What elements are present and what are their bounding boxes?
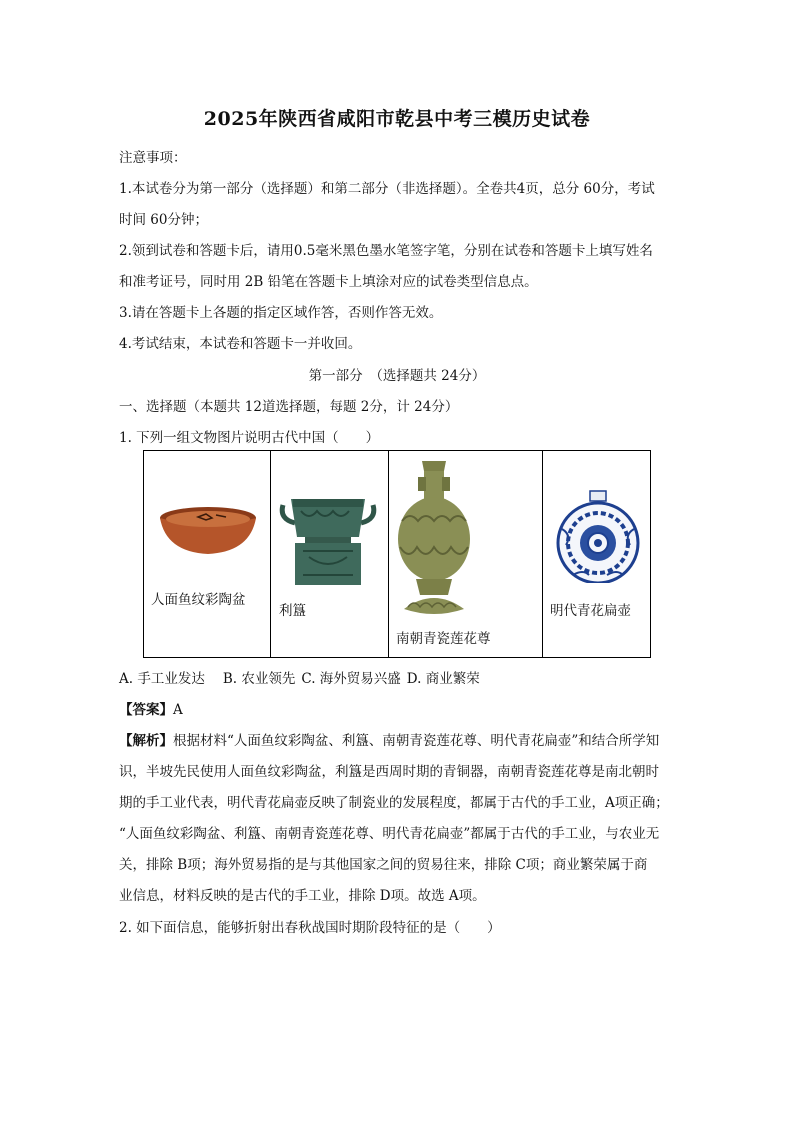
option-c: C. 海外贸易兴盛 xyxy=(301,671,401,687)
answer-label: 【答案】 xyxy=(119,702,173,718)
analysis-line-3: 期的手工业代表，明代青花扁壶反映了制瓷业的发展程度，都属于古代的手工业，A项正确； xyxy=(119,795,669,811)
answer-value: A xyxy=(173,702,183,718)
relic-cell-4 xyxy=(543,451,651,658)
relic-image-table xyxy=(143,450,651,658)
analysis-line-5: 关，排除 B项；海外贸易指的是与其他国家之间的贸易往来，排除 C项；商业繁荣属于商 xyxy=(119,857,648,873)
blue-white-flask-image xyxy=(553,489,643,583)
analysis-line-6: 业信息，材料反映的是古代的手工业，排除 D项。故选 A项。 xyxy=(119,888,486,904)
question-1-options xyxy=(119,667,480,687)
pottery-basin-image xyxy=(158,506,258,556)
analysis-line-1 xyxy=(119,729,659,749)
notice-item-3: 3.请在答题卡上各题的指定区域作答，否则作答无效。 xyxy=(119,305,443,321)
relic-caption-4: 明代青花扁壶 xyxy=(550,603,631,619)
question-2-stem: 2. 如下面信息，能够折射出春秋战国时期阶段特征的是（ ） xyxy=(119,920,501,936)
question-1-stem: 1. 下列一组文物图片说明古代中国（ ） xyxy=(119,430,380,446)
analysis-label: 【解析】 xyxy=(119,733,173,749)
celadon-lotus-zun-image xyxy=(394,457,474,625)
notice-item-1-line-2: 时间 60分钟； xyxy=(119,212,208,228)
bronze-gui-image xyxy=(279,489,377,587)
page-title: 2025年陕西省咸阳市乾县中考三模历史试卷 xyxy=(203,108,591,130)
section-one-heading: 一、选择题（本题共 12道选择题，每题 2分，计 24分） xyxy=(119,399,459,415)
relic-caption-3: 南朝青瓷莲花尊 xyxy=(396,631,491,647)
option-a: A. 手工业发达 xyxy=(119,671,205,687)
relic-caption-1: 人面鱼纹彩陶盆 xyxy=(151,592,246,608)
answer-line xyxy=(119,698,183,718)
notice-heading: 注意事项： xyxy=(119,150,187,166)
relic-caption-2: 利簋 xyxy=(279,603,306,619)
analysis-text-1: 根据材料“人面鱼纹彩陶盆、利簋、南朝青瓷莲花尊、明代青花扁壶”和结合所学知 xyxy=(173,733,660,749)
relic-cell-3 xyxy=(389,451,543,658)
option-d: D. 商业繁荣 xyxy=(406,671,480,687)
notice-item-2-line-2: 和准考证号，同时用 2B 铅笔在答题卡上填涂对应的试卷类型信息点。 xyxy=(119,274,538,290)
relic-cell-2 xyxy=(271,451,389,658)
analysis-line-2: 识，半坡先民使用人面鱼纹彩陶盆，利簋是西周时期的青铜器，南朝青瓷莲花尊是南北朝时 xyxy=(119,764,659,780)
option-b: B. 农业领先 xyxy=(222,671,296,687)
notice-item-2-line-1: 2.领到试卷和答题卡后，请用0.5毫米黑色墨水笔签字笔，分别在试卷和答题卡上填写姓名 xyxy=(119,243,653,259)
relic-cell-1 xyxy=(144,451,271,658)
notice-item-4: 4.考试结束，本试卷和答题卡一并收回。 xyxy=(119,336,362,352)
notice-item-1-line-1: 1.本试卷分为第一部分（选择题）和第二部分（非选择题）。全卷共4页，总分 60分，考试 xyxy=(119,181,655,197)
part-one-heading: 第一部分 （选择题共 24分） xyxy=(308,368,486,384)
analysis-line-4: “人面鱼纹彩陶盆、利簋、南朝青瓷莲花尊、明代青花扁壶”都属于古代的手工业，与农业无 xyxy=(119,826,660,842)
